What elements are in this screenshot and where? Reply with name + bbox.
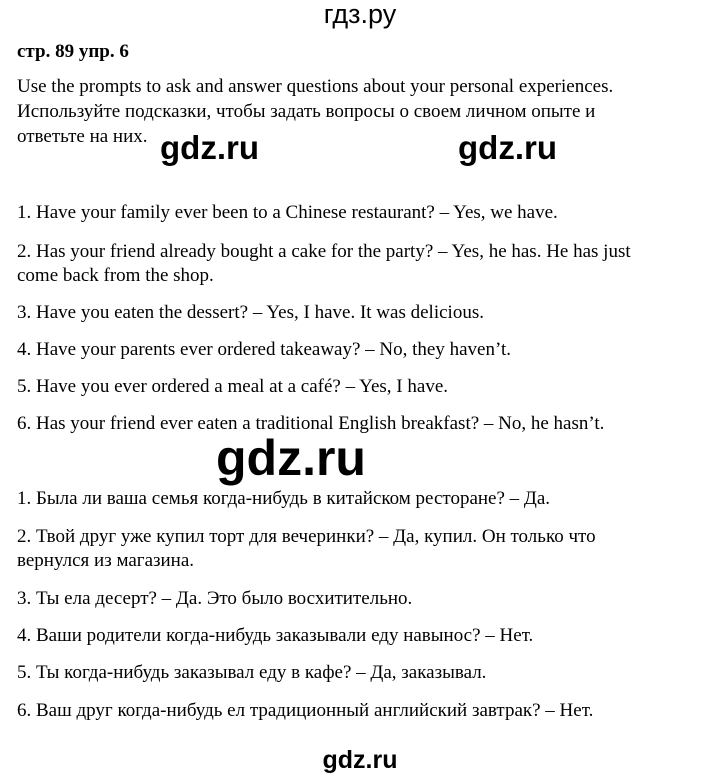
answer-en-2-cont: come back from the shop. xyxy=(17,265,214,286)
answer-ru-1: 1. Была ли ваша семья когда-нибудь в китайском ресторане? – Да. xyxy=(17,488,551,509)
instruction-en: Use the prompts to ask and answer questions about your personal experiences. xyxy=(17,76,614,97)
answer-ru-6: 6. Ваш друг когда-нибудь ел традиционный английский завтрак? – Нет. xyxy=(17,700,594,721)
answer-ru-2: 2. Твой друг уже купил торт для вечеринки? – Да, купил. Он только что xyxy=(17,526,596,547)
answer-ru-3: 3. Ты ела десерт? – Да. Это было восхитительно. xyxy=(17,588,413,609)
watermark-3: gdz.ru xyxy=(216,430,366,486)
site-header: гдз.ру xyxy=(323,0,397,29)
answer-en-4: 4. Have your parents ever ordered takeaway? – No, they haven’t. xyxy=(17,339,511,360)
page-heading: стр. 89 упр. 6 xyxy=(17,41,129,62)
answer-en-2: 2. Has your friend already bought a cake for the party? – Yes, he has. He has just xyxy=(17,241,631,262)
answer-ru-5: 5. Ты когда-нибудь заказывал еду в кафе? – Да, заказывал. xyxy=(17,662,487,683)
watermark-1: gdz.ru xyxy=(160,129,259,166)
site-footer: gdz.ru xyxy=(322,746,398,774)
answer-en-3: 3. Have you eaten the dessert? – Yes, I have. It was delicious. xyxy=(17,302,484,323)
answer-ru-2-cont: вернулся из магазина. xyxy=(17,550,195,571)
instruction-ru-line-1: Используйте подсказки, чтобы задать вопросы о своем личном опыте и xyxy=(17,101,596,122)
answer-en-6: 6. Has your friend ever eaten a traditional English breakfast? – No, he hasn’t. xyxy=(17,413,605,434)
instruction-ru-line-2: ответьте на них. xyxy=(17,126,148,147)
answer-en-1: 1. Have your family ever been to a Chinese restaurant? – Yes, we have. xyxy=(17,202,558,223)
answer-ru-4: 4. Ваши родители когда-нибудь заказывали еду навынос? – Нет. xyxy=(17,625,534,646)
watermark-2: gdz.ru xyxy=(458,129,557,166)
answer-en-5: 5. Have you ever ordered a meal at a café? – Yes, I have. xyxy=(17,376,448,397)
